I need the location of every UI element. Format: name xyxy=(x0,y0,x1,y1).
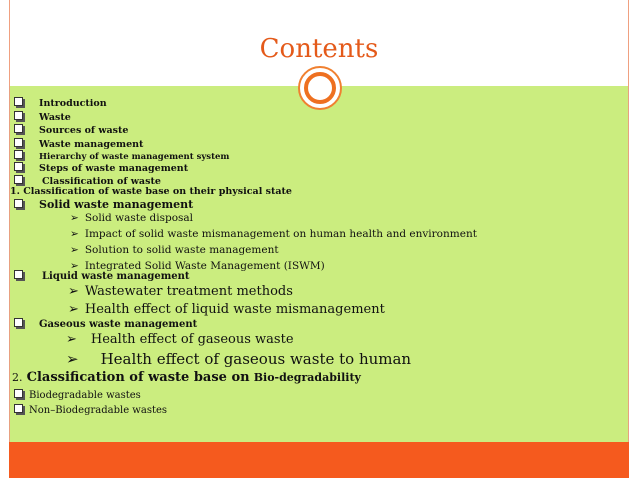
square-bullet-icon xyxy=(14,97,23,106)
item-waste: Waste xyxy=(14,111,71,123)
sub-item-solid: ➢ Solution to solid waste management xyxy=(70,244,279,256)
item-solid-waste: Solid waste management xyxy=(14,198,193,211)
square-bullet-icon xyxy=(14,389,23,398)
item-classification: Classification of waste xyxy=(14,175,161,187)
item-hierarchy: Hierarchy of waste management system xyxy=(14,150,229,162)
sub-item-solid: ➢ Impact of solid waste mismanagement on human health and environment xyxy=(70,228,477,240)
arrow-bullet-icon: ➢ xyxy=(70,212,79,224)
sub-item-solid: ➢ Integrated Solid Waste Management (ISWM) xyxy=(70,260,325,272)
sub-item-gaseous: ➢ Health effect of gaseous waste to human xyxy=(66,350,412,368)
sub-item-solid: ➢ Solid waste disposal xyxy=(70,212,194,224)
sub-item-liquid: ➢ Health effect of liquid waste mismanagement xyxy=(68,302,385,317)
square-bullet-icon xyxy=(14,318,23,327)
sub-item-liquid: ➢ Wastewater treatment methods xyxy=(68,284,293,299)
arrow-bullet-icon: ➢ xyxy=(66,350,79,368)
bottom-bar xyxy=(9,442,629,478)
arrow-bullet-icon: ➢ xyxy=(70,260,79,272)
square-bullet-icon xyxy=(14,270,23,279)
heading-bio-degradability: 2. Classification of waste base on Bio-degradability xyxy=(12,370,361,385)
sub-item-gaseous: ➢ Health effect of gaseous waste xyxy=(66,332,294,347)
square-bullet-icon xyxy=(14,124,23,133)
slide-title: Contents xyxy=(259,34,379,64)
item-liquid-waste: Liquid waste management xyxy=(14,270,190,282)
item-introduction: Introduction xyxy=(14,97,107,109)
square-bullet-icon xyxy=(14,199,23,208)
arrow-bullet-icon: ➢ xyxy=(68,284,79,299)
arrow-bullet-icon: ➢ xyxy=(68,302,79,317)
square-bullet-icon xyxy=(14,150,23,159)
square-bullet-icon xyxy=(14,138,23,147)
square-bullet-icon xyxy=(14,175,23,184)
item-sources: Sources of waste xyxy=(14,124,128,136)
item-management: Waste management xyxy=(14,138,143,150)
arrow-bullet-icon: ➢ xyxy=(66,332,77,347)
square-bullet-icon xyxy=(14,111,23,120)
item-non-biodegradable: Non–Biodegradable wastes xyxy=(14,404,167,416)
heading-physical-state: 1. Classification of waste base on their physical state xyxy=(10,186,292,197)
ring-ornament-icon xyxy=(298,66,342,110)
square-bullet-icon xyxy=(14,162,23,171)
arrow-bullet-icon: ➢ xyxy=(70,228,79,240)
square-bullet-icon xyxy=(14,404,23,413)
item-steps: Steps of waste management xyxy=(14,162,188,174)
item-biodegradable: Biodegradable wastes xyxy=(14,389,141,401)
arrow-bullet-icon: ➢ xyxy=(70,244,79,256)
item-gaseous-waste: Gaseous waste management xyxy=(14,318,197,330)
